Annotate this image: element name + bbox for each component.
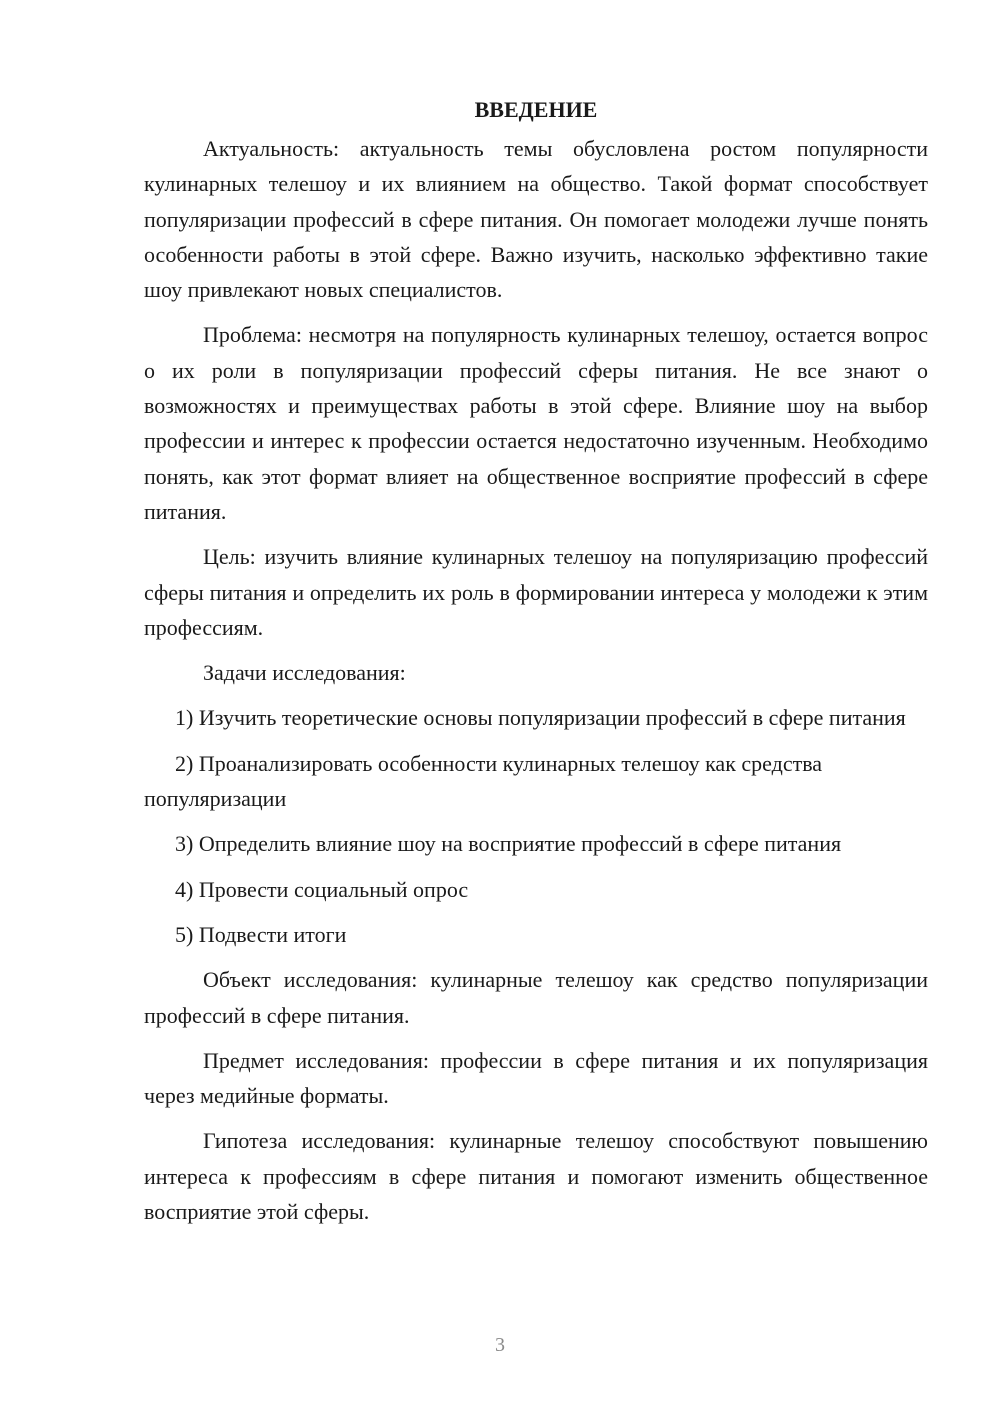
subject-paragraph: Предмет исследования: профессии в сфере питания и их популяризация через медийные форматы. (144, 1047, 928, 1109)
task-item-4: 4) Провести социальный опрос (175, 876, 469, 902)
object-paragraph: Объект исследования: кулинарные телешоу как средство популяризации профессий в сфере питания. (144, 967, 928, 1028)
task-item-5: 5) Подвести итоги (175, 921, 347, 947)
tasks-heading: Задачи исследования: (203, 660, 406, 686)
document-title: ВВЕДЕНИЕ (474, 97, 598, 122)
problem-paragraph: Проблема: несмотря на популярность кулинарных телешоу, остается вопрос о их роли в популяризации профессий сферы питания. Не все знают о возможностях и преимуществах работы в этой сфере. Влияние шоу на выбор профессии и интерес к профессии остается недостаточно изученным. Необходимо понять, как этот формат влияет на общественное восприятие профессий в сфере питания. (144, 322, 928, 524)
task-item-1: 1) Изучить теоретические основы популяризации профессий в сфере питания (175, 705, 906, 731)
hypothesis-paragraph: Гипотеза исследования: кулинарные телешоу способствуют повышению интереса к профессиям в сфере питания и помогают изменить общественное восприятие этой сферы. (144, 1128, 928, 1225)
task-item-3: 3) Определить влияние шоу на восприятие профессий в сфере питания (175, 831, 842, 857)
relevance-paragraph: Актуальность: актуальность темы обусловлена ростом популярности кулинарных телешоу и их влиянием на общество. Такой формат способствует популяризации профессий в сфере питания. Он помогает молодежи лучше понять особенности работы в этой сфере. Важно изучить, насколько эффективно такие шоу привлекают новых специалистов. (144, 136, 928, 303)
document-page (144, 92, 928, 1239)
page-number: 3 (495, 1334, 505, 1356)
goal-paragraph: Цель: изучить влияние кулинарных телешоу на популяризацию профессий сферы питания и определить их роль в формировании интереса у молодежи к этим профессиям. (144, 544, 928, 640)
task-item-2: 2) Проанализировать особенности кулинарных телешоу как средства популяризации (144, 750, 823, 812)
